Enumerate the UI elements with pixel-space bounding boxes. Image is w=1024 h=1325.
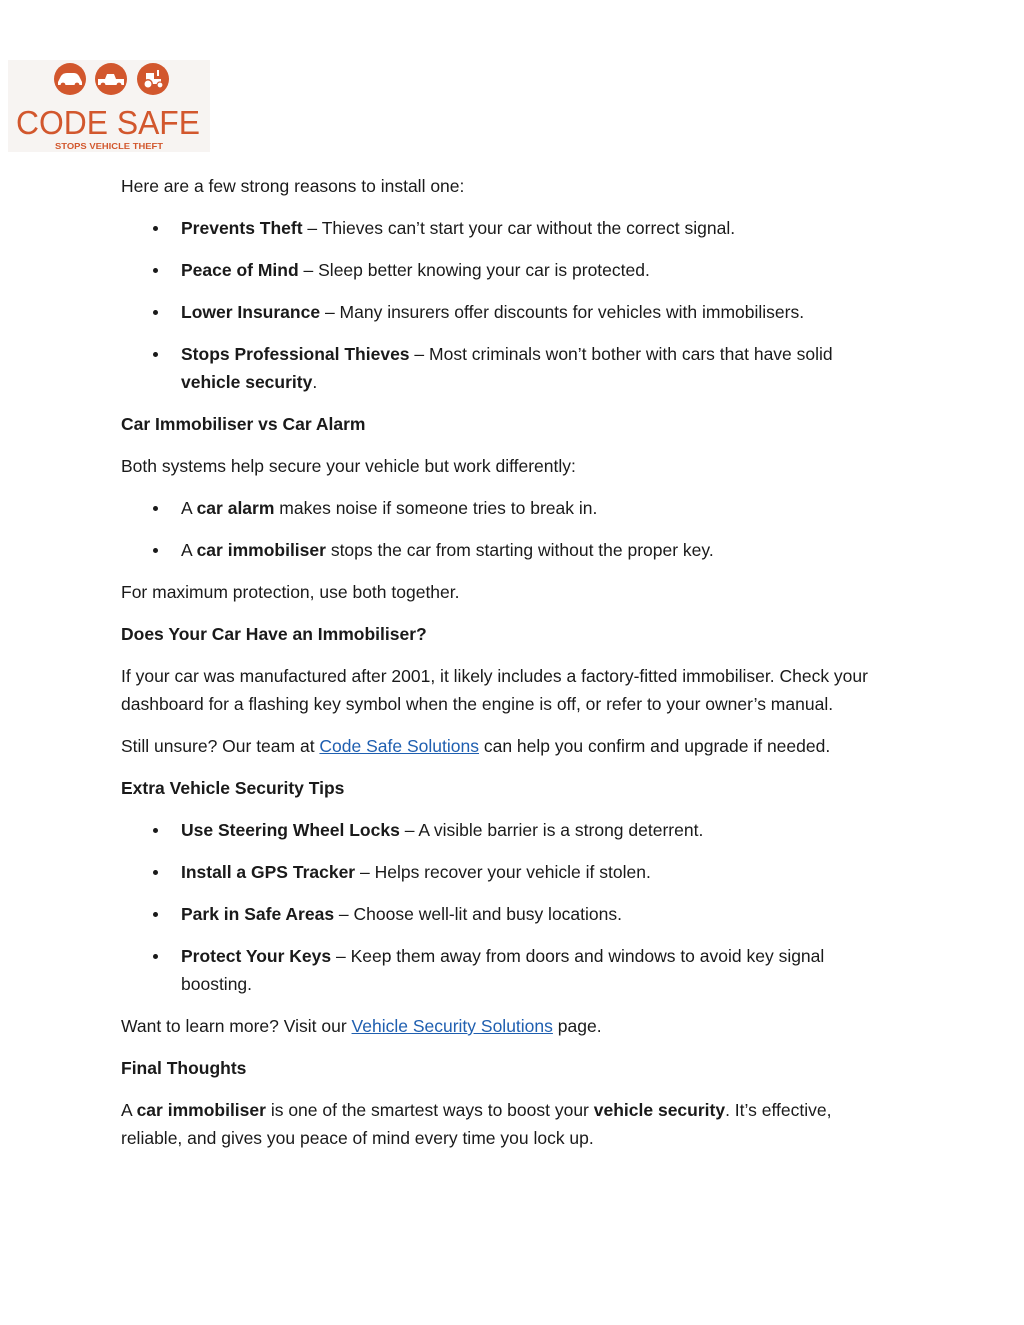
list-item: Install a GPS Tracker – Helps recover your vehicle if stolen. [181, 858, 881, 886]
document-body [121, 172, 881, 1166]
list-item: A car immobiliser stops the car from starting without the proper key. [181, 536, 881, 564]
reasons-list [121, 214, 881, 396]
paragraph: Both systems help secure your vehicle but work differently: [121, 456, 576, 476]
section-heading: Extra Vehicle Security Tips [121, 778, 345, 798]
car-icon [54, 63, 86, 95]
list-item: A car alarm makes noise if someone tries to break in. [181, 494, 881, 522]
list-item: Park in Safe Areas – Choose well-lit and busy locations. [181, 900, 881, 928]
paragraph: For maximum protection, use both together. [121, 582, 460, 602]
section-heading: Does Your Car Have an Immobiliser? [121, 624, 427, 644]
comparison-list [121, 494, 881, 564]
list-item: Stops Professional Thieves – Most criminals won’t bother with cars that have solid vehicle security. [181, 340, 881, 396]
tips-list [121, 816, 881, 998]
list-item: Lower Insurance – Many insurers offer discounts for vehicles with immobilisers. [181, 298, 881, 326]
paragraph: If your car was manufactured after 2001, it likely includes a factory-fitted immobiliser. Check your dashboard for a flashing key symbol when the engine is off, or refer to your owner’s manual. [121, 666, 868, 714]
paragraph: A car immobiliser is one of the smartest ways to boost your vehicle security. It’s effective, reliable, and gives you peace of mind every time you lock up. [121, 1100, 832, 1148]
section-heading: Final Thoughts [121, 1058, 247, 1078]
list-item: Prevents Theft – Thieves can’t start your car without the correct signal. [181, 214, 881, 242]
list-item: Use Steering Wheel Locks – A visible barrier is a strong deterrent. [181, 816, 881, 844]
intro-text: Here are a few strong reasons to install one: [121, 176, 465, 196]
section-heading: Car Immobiliser vs Car Alarm [121, 414, 366, 434]
pickup-truck-icon [95, 63, 127, 95]
list-item: Peace of Mind – Sleep better knowing your car is protected. [181, 256, 881, 284]
logo-tagline: STOPS VEHICLE THEFT [55, 141, 164, 151]
paragraph: Want to learn more? Visit our Vehicle Security Solutions page. [121, 1016, 602, 1036]
vehicle-security-solutions-link[interactable]: Vehicle Security Solutions [351, 1016, 553, 1036]
code-safe-solutions-link[interactable]: Code Safe Solutions [319, 736, 479, 756]
logo-brand-text: CODE SAFE [16, 104, 200, 141]
tractor-icon [137, 63, 169, 95]
code-safe-logo [8, 60, 210, 152]
list-item: Protect Your Keys – Keep them away from doors and windows to avoid key signal boosting. [181, 942, 881, 998]
paragraph: Still unsure? Our team at Code Safe Solutions can help you confirm and upgrade if needed. [121, 736, 831, 756]
